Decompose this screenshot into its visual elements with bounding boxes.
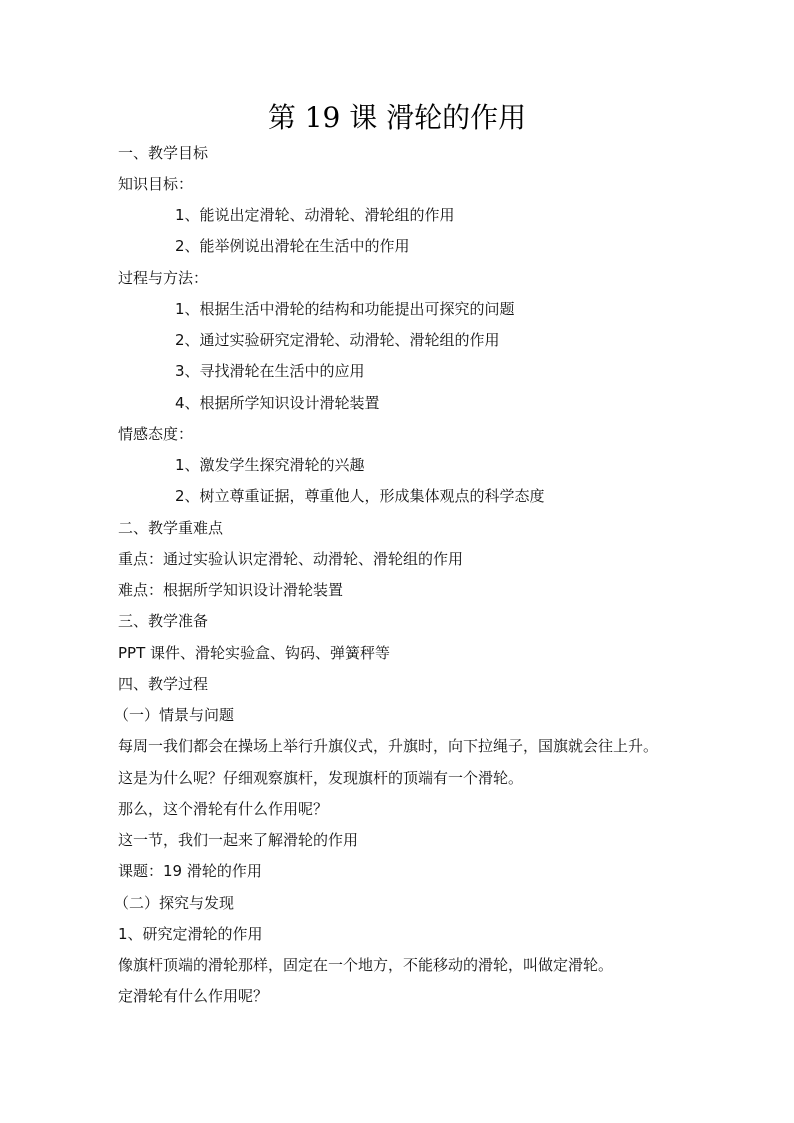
section-heading-key-points: 二、教学重难点: [118, 519, 224, 537]
method-item: 3、寻找滑轮在生活中的应用: [175, 362, 365, 380]
section-heading-teaching-objectives: 一、教学目标: [118, 144, 209, 162]
subheading-process-and-method: 过程与方法：: [118, 269, 209, 287]
step-heading-fixed-pulley: 1、研究定滑轮的作用: [118, 925, 263, 943]
section-heading-teaching-process: 四、教学过程: [118, 675, 209, 693]
paragraph-line: 这一节，我们一起来了解滑轮的作用: [118, 831, 359, 849]
preparation-line: PPT 课件、滑轮实验盒、钩码、弹簧秤等: [118, 644, 391, 662]
objective-item: 1、能说出定滑轮、动滑轮、滑轮组的作用: [175, 206, 455, 224]
attitude-item: 1、激发学生探究滑轮的兴趣: [175, 456, 365, 474]
objective-item: 2、能举例说出滑轮在生活中的作用: [175, 237, 410, 255]
lesson-topic-line: 课题：19 滑轮的作用: [118, 862, 262, 880]
subheading-knowledge-objectives: 知识目标：: [118, 175, 194, 193]
subsection-scenario-question: （一）情景与问题: [114, 706, 235, 724]
paragraph-line: 定滑轮有什么作用呢？: [118, 987, 269, 1005]
page-title: 第 19 课 滑轮的作用: [267, 101, 527, 134]
paragraph-line: 每周一我们都会在操场上举行升旗仪式，升旗时，向下拉绳子，国旗就会往上升。: [118, 737, 659, 755]
method-item: 2、通过实验研究定滑轮、动滑轮、滑轮组的作用: [175, 331, 500, 349]
subsection-explore-discover: （二）探究与发现: [114, 894, 235, 912]
difficult-point-line: 难点：根据所学知识设计滑轮装置: [118, 581, 344, 599]
method-item: 4、根据所学知识设计滑轮装置: [175, 394, 380, 412]
method-item: 1、根据生活中滑轮的结构和功能提出可探究的问题: [175, 300, 515, 318]
paragraph-line: 像旗杆顶端的滑轮那样，固定在一个地方，不能移动的滑轮，叫做定滑轮。: [118, 956, 614, 974]
subheading-emotional-attitude: 情感态度：: [118, 425, 194, 443]
paragraph-line: 那么，这个滑轮有什么作用呢？: [118, 800, 329, 818]
section-heading-preparation: 三、教学准备: [118, 612, 209, 630]
key-point-line: 重点：通过实验认识定滑轮、动滑轮、滑轮组的作用: [118, 550, 464, 568]
paragraph-line: 这是为什么呢？仔细观察旗杆，发现旗杆的顶端有一个滑轮。: [118, 769, 524, 787]
attitude-item: 2、树立尊重证据，尊重他人，形成集体观点的科学态度: [175, 487, 545, 505]
